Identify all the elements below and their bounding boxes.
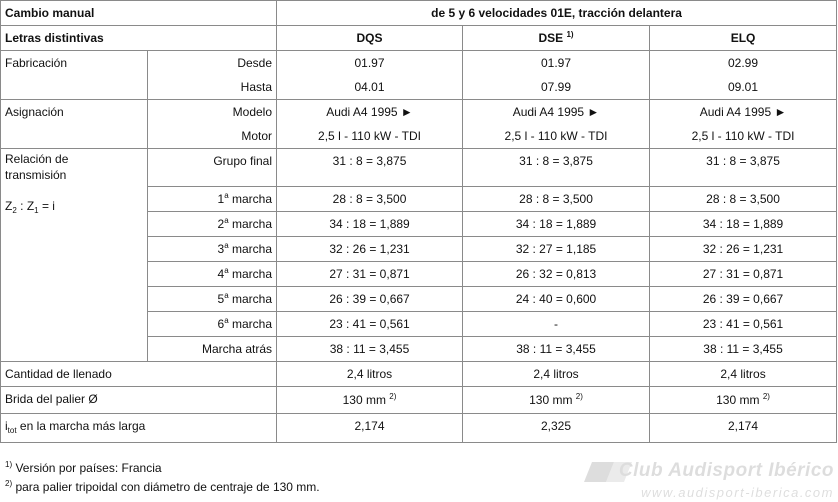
row-label: Grupo final: [148, 149, 277, 187]
table-cell: 24 : 40 = 0,600: [463, 287, 650, 312]
footnote-mark: 1): [566, 30, 574, 39]
itot-label: $i_{tot}$ en la marcha más larga: [1, 414, 277, 443]
table-cell: 28 : 8 = 3,500: [650, 187, 837, 212]
table-cell: 130 mm $^{2)}$: [650, 387, 837, 414]
table-row: [1, 149, 837, 187]
table-cell: 32 : 26 = 1,231: [277, 237, 463, 262]
table-cell: 01.97: [277, 51, 463, 76]
table-cell: 26 : 39 = 0,667: [650, 287, 837, 312]
table-cell: 07.99: [463, 75, 650, 100]
table-cell: 23 : 41 = 0,561: [277, 312, 463, 337]
table-row: [1, 362, 837, 387]
row-label: 5$^a$ marcha: [148, 287, 277, 312]
table-cell: -: [463, 312, 650, 337]
table-cell: 2,4 litros: [463, 362, 650, 387]
table-subtitle: de 5 y 6 velocidades 01E, tracción delantera: [277, 1, 837, 26]
table-cell: 04.01: [277, 75, 463, 100]
modelo-label: Modelo: [148, 100, 277, 125]
footnote: $^{1)}$ Versión por países: Francia: [5, 460, 162, 475]
footnote: $^{2)}$ para palier tripoidal con diámetro de centraje de 130 mm.: [5, 479, 320, 494]
watermark-title: Club Audisport Ibérico: [618, 460, 834, 481]
row-label: 3$^a$ marcha: [148, 237, 277, 262]
table-cell: 27 : 31 = 0,871: [277, 262, 463, 287]
row-label: Marcha atrás: [148, 337, 277, 362]
row-label: 2$^a$ marcha: [148, 212, 277, 237]
table-cell: 130 mm $^{2)}$: [277, 387, 463, 414]
row-label: 6$^a$ marcha: [148, 312, 277, 337]
desde-label: Desde: [148, 51, 277, 76]
table-cell: 34 : 18 = 1,889: [463, 212, 650, 237]
table-cell: 38 : 11 = 3,455: [277, 337, 463, 362]
table-cell: 31 : 8 = 3,875: [650, 149, 837, 187]
brida-label: Brida del palier Ø: [1, 387, 277, 414]
table-cell: 23 : 41 = 0,561: [650, 312, 837, 337]
table-cell: 2,174: [650, 414, 837, 443]
table-cell: 32 : 27 = 1,185: [463, 237, 650, 262]
table-cell: Audi A4 1995 ►: [650, 100, 837, 125]
table-row: [1, 75, 837, 100]
table-cell: 2,4 litros: [650, 362, 837, 387]
cantidad-label: Cantidad de llenado: [1, 362, 277, 387]
table-cell: 28 : 8 = 3,500: [277, 187, 463, 212]
table-cell: 34 : 18 = 1,889: [650, 212, 837, 237]
footnotes: [5, 459, 320, 497]
table-cell: 26 : 32 = 0,813: [463, 262, 650, 287]
table-cell: 2,5 l - 110 kW - TDI: [277, 124, 463, 149]
codes-row: [1, 26, 837, 51]
table-cell: 2,4 litros: [277, 362, 463, 387]
club-watermark: [584, 460, 834, 500]
table-cell: Audi A4 1995 ►: [277, 100, 463, 125]
watermark-url: www.audisport-iberica.com: [641, 485, 834, 500]
table-row: [1, 124, 837, 149]
row-label: 4$^a$ marcha: [148, 262, 277, 287]
row-label: 1$^a$ marcha: [148, 187, 277, 212]
table-cell: 31 : 8 = 3,875: [463, 149, 650, 187]
motor-label: Motor: [148, 124, 277, 149]
table-cell: 38 : 11 = 3,455: [463, 337, 650, 362]
table-cell: 38 : 11 = 3,455: [650, 337, 837, 362]
code-cell: ELQ: [650, 26, 837, 51]
table-cell: 01.97: [463, 51, 650, 76]
table-cell: 02.99: [650, 51, 837, 76]
table-cell: 28 : 8 = 3,500: [463, 187, 650, 212]
table-cell: 2,5 l - 110 kW - TDI: [650, 124, 837, 149]
hasta-label: Hasta: [148, 75, 277, 100]
table-cell: 27 : 31 = 0,871: [650, 262, 837, 287]
table-cell: 26 : 39 = 0,667: [277, 287, 463, 312]
codes-label: Letras distintivas: [1, 26, 277, 51]
table-cell: 2,325: [463, 414, 650, 443]
ratio-formula: $Z_2$ : $Z_1 = i$: [5, 199, 55, 215]
code-cell: DSE $^{1)}$: [463, 26, 650, 51]
table-row: [1, 414, 837, 443]
table-cell: Audi A4 1995 ►: [463, 100, 650, 125]
table-cell: 2,5 l - 110 kW - TDI: [463, 124, 650, 149]
asignacion-label: Asignación: [1, 100, 148, 125]
code-cell: DQS: [277, 26, 463, 51]
table-cell: 130 mm $^{2)}$: [463, 387, 650, 414]
table-row: [1, 387, 837, 414]
header-row: [1, 1, 837, 26]
table-row: [1, 100, 837, 125]
table-cell: 32 : 26 = 1,231: [650, 237, 837, 262]
table-cell: 31 : 8 = 3,875: [277, 149, 463, 187]
relacion-label: Relación de transmisión: [1, 149, 148, 362]
table-row: [1, 51, 837, 76]
table-cell: 34 : 18 = 1,889: [277, 212, 463, 237]
table-cell: 09.01: [650, 75, 837, 100]
table-cell: 2,174: [277, 414, 463, 443]
fabricacion-label: Fabricación: [1, 51, 148, 76]
table-title: Cambio manual: [1, 1, 277, 26]
